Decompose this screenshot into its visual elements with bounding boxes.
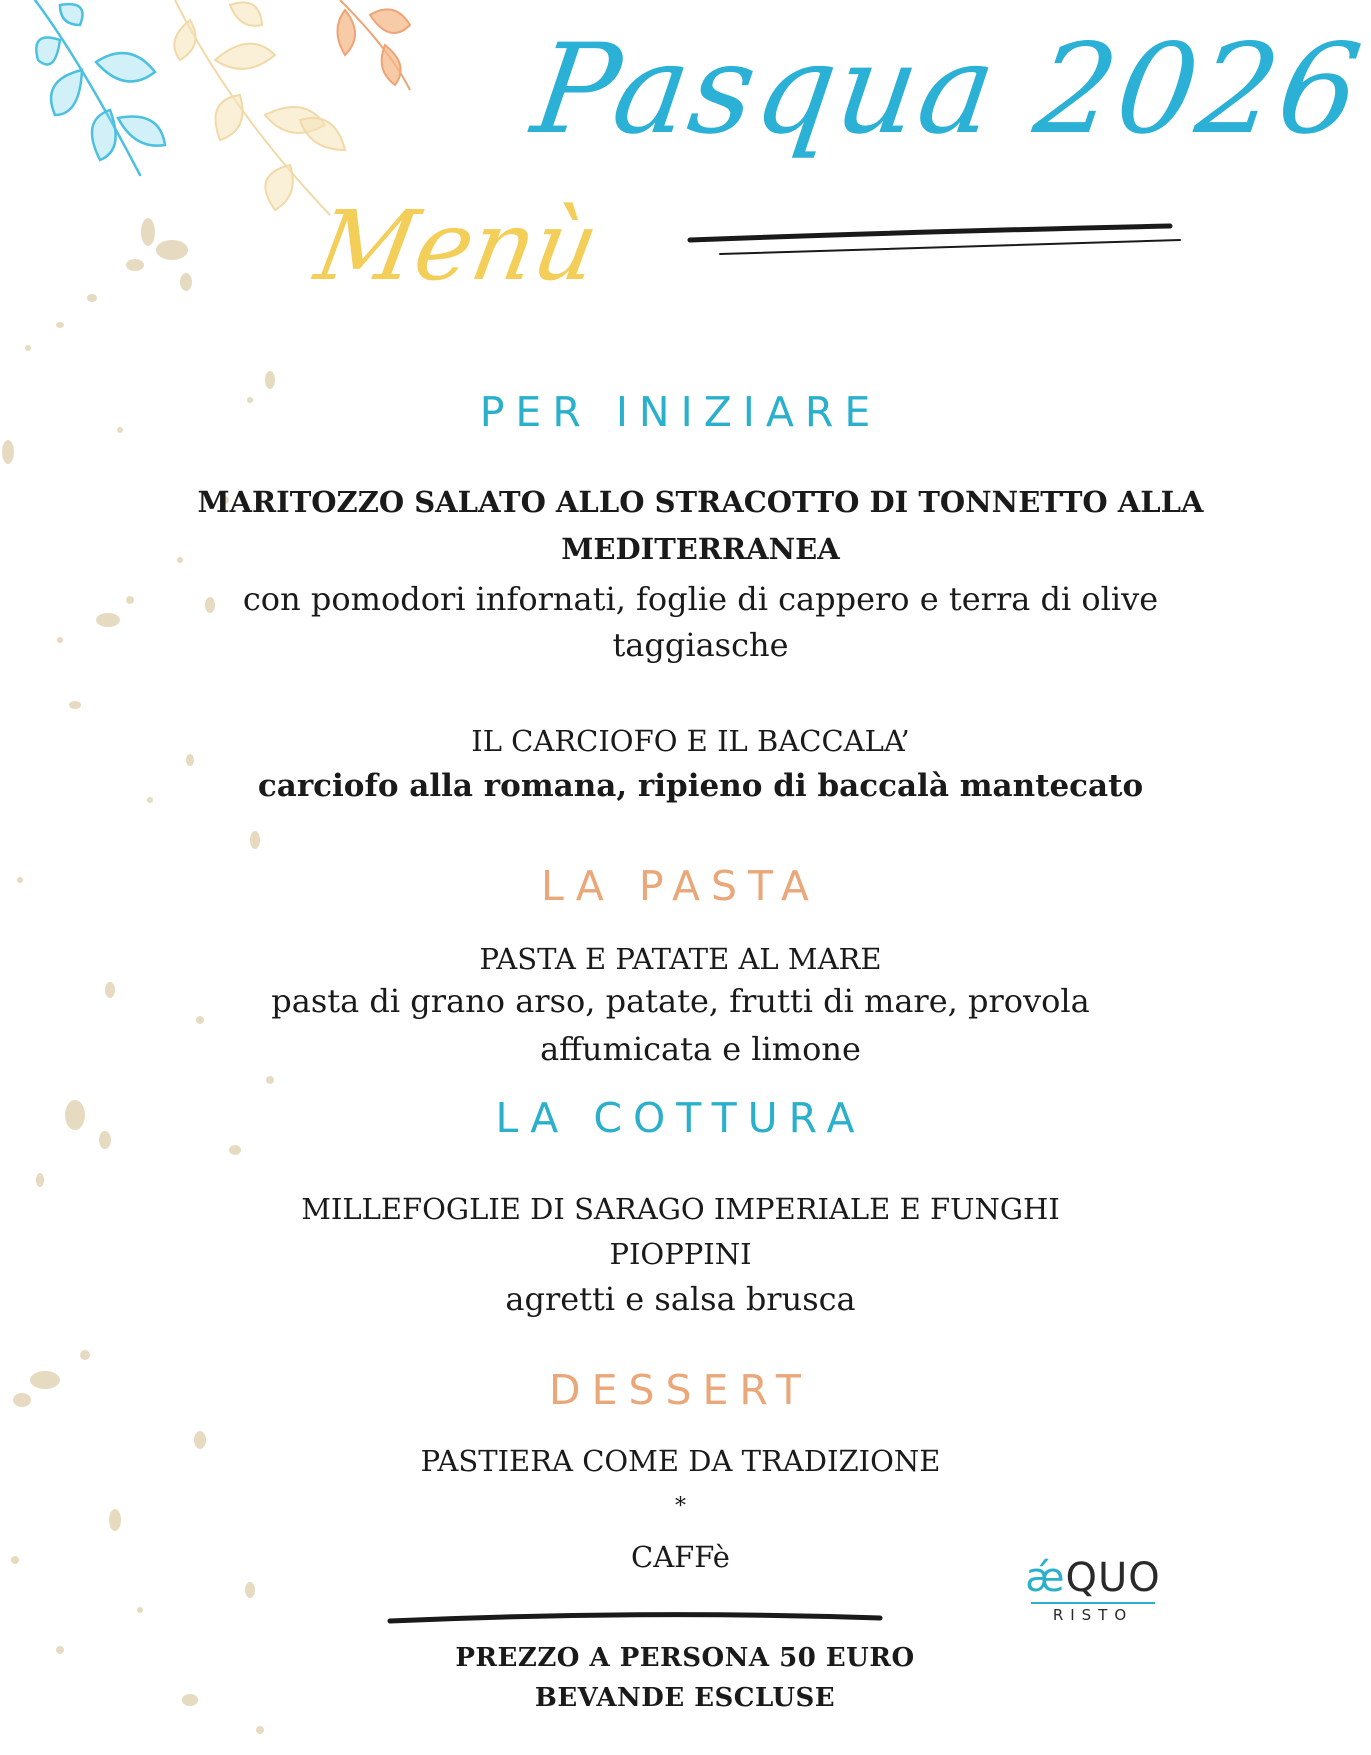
starter2-description: carciofo alla romana, ripieno di baccalà mantecato xyxy=(257,768,1144,804)
blue-leaves-decoration xyxy=(35,0,165,175)
logo-accent: ǽ xyxy=(1025,1555,1066,1601)
main-dish-name-line1: MILLEFOGLIE DI SARAGO IMPERIALE E FUNGHI xyxy=(301,1192,1060,1226)
price-divider-line xyxy=(390,1615,880,1621)
dessert-item-2: CAFFè xyxy=(631,1540,730,1574)
section-title-main: LA COTTURA xyxy=(495,1094,866,1142)
title-underline xyxy=(690,226,1170,240)
yellow-leaves-decoration xyxy=(174,0,345,215)
pasta-description-line1: pasta di grano arso, patate, frutti di mare, provola xyxy=(271,982,1090,1020)
dessert-separator: * xyxy=(675,1494,686,1519)
section-title-starters: PER INIZIARE xyxy=(479,388,882,436)
logo-subtitle: RISTO xyxy=(1052,1606,1134,1624)
starter1-description-line2: taggiasche xyxy=(612,626,789,664)
price-line-2: BEVANDE ESCLUSE xyxy=(534,1683,836,1713)
starter1-name-line2: MEDITERRANEA xyxy=(561,532,840,566)
logo-divider xyxy=(1031,1602,1155,1604)
logo-main-text: QUO xyxy=(1065,1555,1161,1601)
orange-leaves-decoration xyxy=(338,0,411,90)
dessert-item-1: PASTIERA COME DA TRADIZIONE xyxy=(420,1444,941,1478)
page-title: Pasqua 2026 xyxy=(524,18,1371,162)
menu-subtitle: Menù xyxy=(308,190,607,302)
main-dish-name-line2: PIOPPINI xyxy=(609,1237,752,1271)
section-title-pasta: LA PASTA xyxy=(541,862,820,910)
price-line-1: PREZZO A PERSONA 50 EURO xyxy=(455,1643,915,1673)
starter1-name-line1: MARITOZZO SALATO ALLO STRACOTTO DI TONNETTO ALLA xyxy=(197,485,1204,519)
logo-wordmark xyxy=(1023,1555,1163,1601)
starter2-name: IL CARCIOFO E IL BACCALA’ xyxy=(471,724,910,758)
main-dish-description: agretti e salsa brusca xyxy=(505,1280,856,1318)
pasta-description-line2: affumicata e limone xyxy=(540,1030,861,1068)
restaurant-logo xyxy=(1023,1555,1163,1624)
section-title-dessert: DESSERT xyxy=(549,1366,812,1414)
pasta-dish-name: PASTA E PATATE AL MARE xyxy=(479,942,882,976)
starter1-description-line1: con pomodori infornati, foglie di cappero e terra di olive xyxy=(242,580,1159,618)
